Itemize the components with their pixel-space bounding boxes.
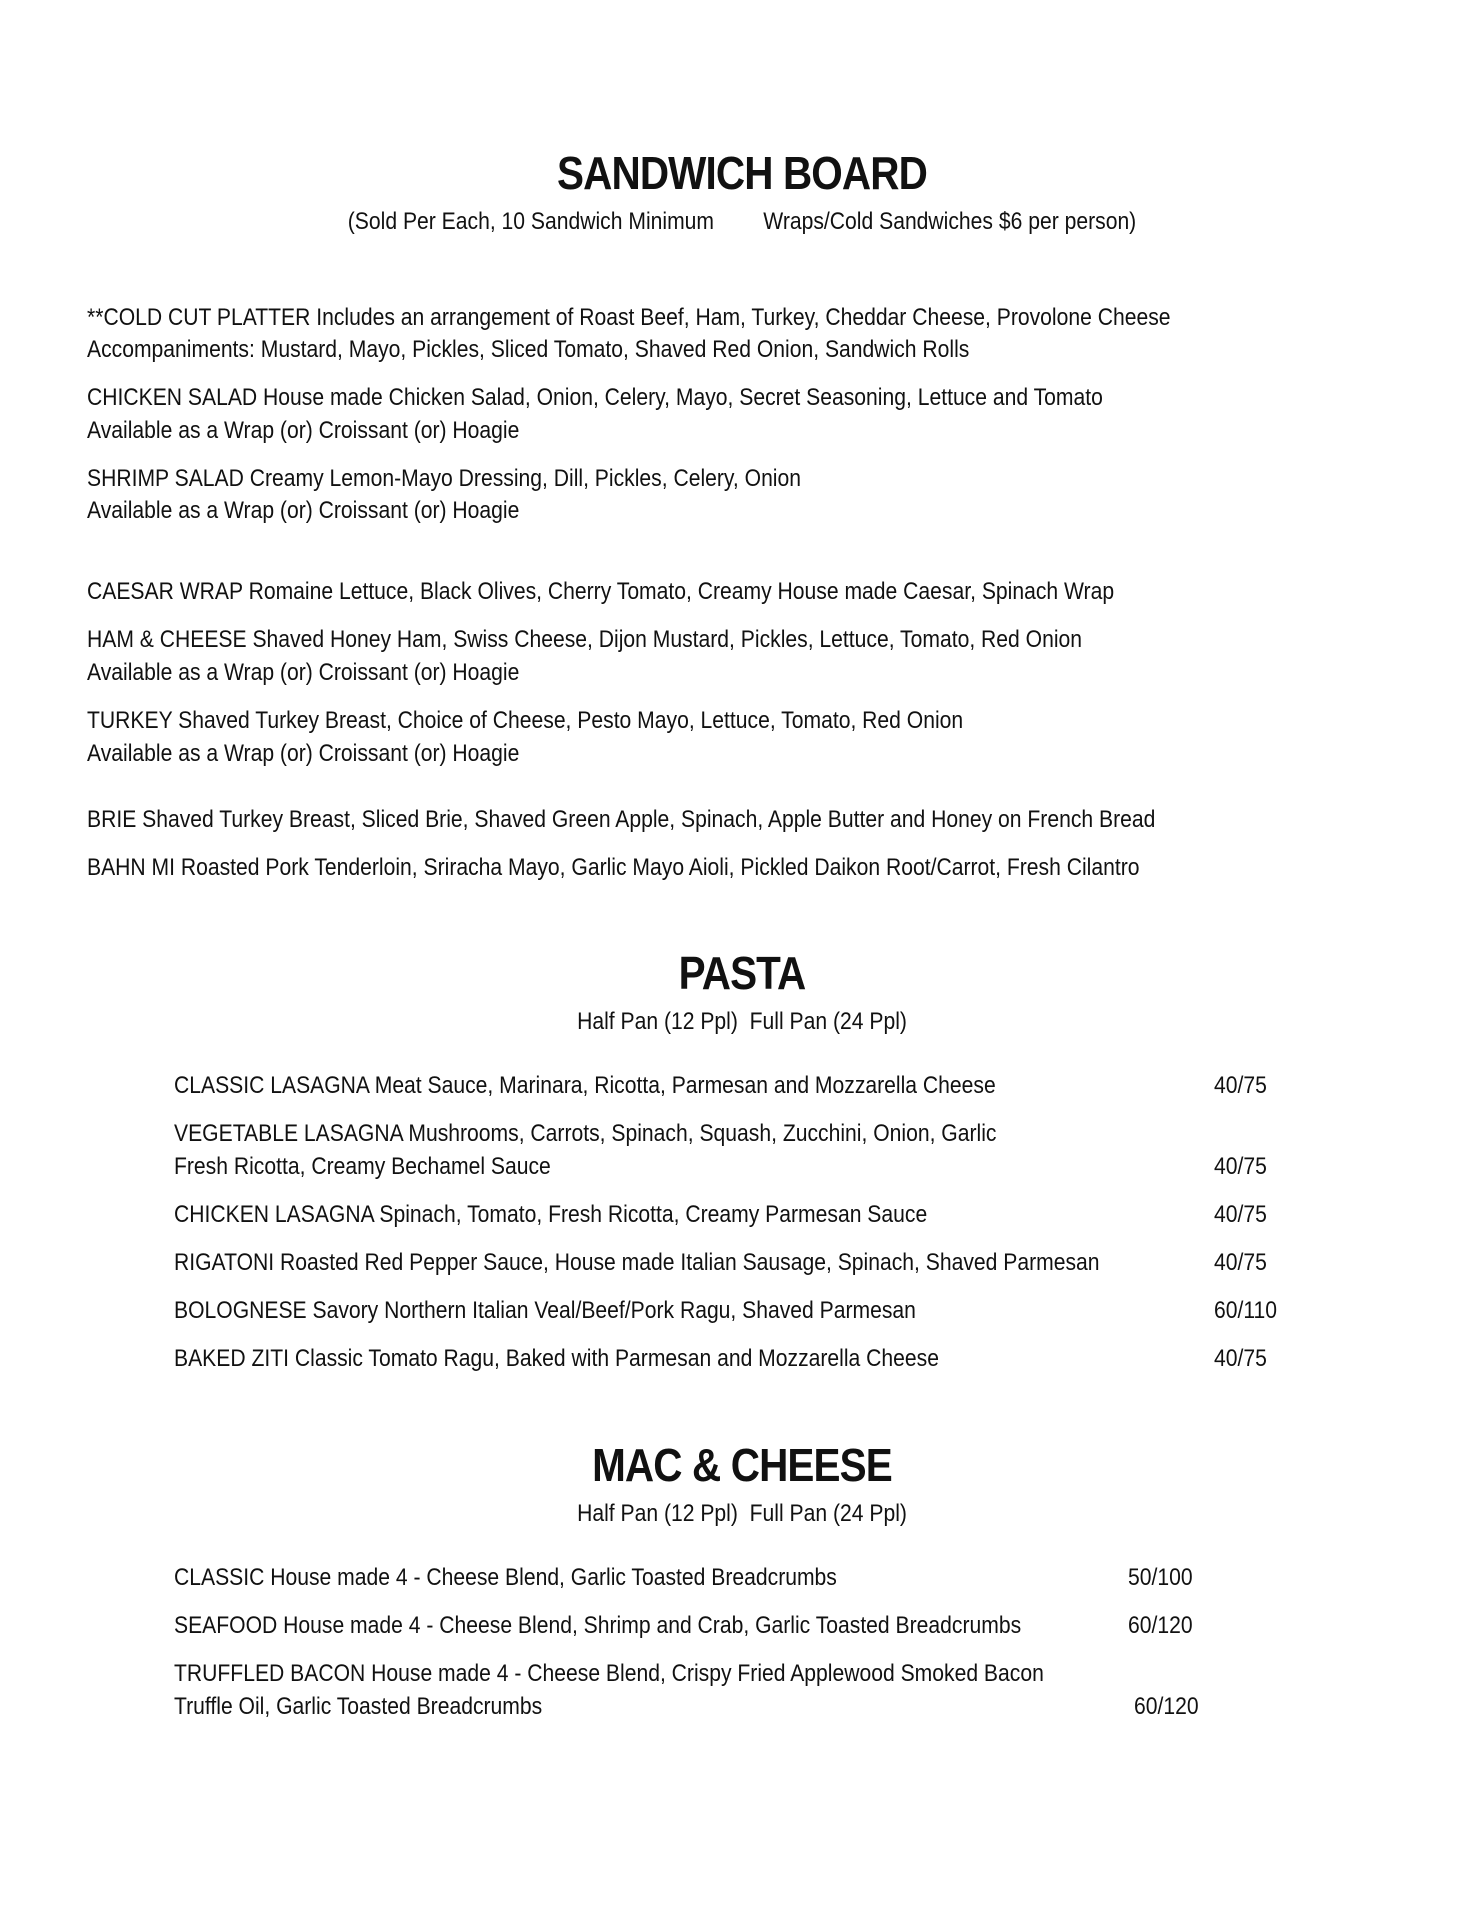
item-line: BRIE Shaved Turkey Breast, Sliced Brie, Shaved Green Apple, Spinach, Apple Butter and Honey on French Bread	[87, 806, 1156, 833]
item-price: 50/100	[1128, 1564, 1193, 1591]
item-line: BAHN MI Roasted Pork Tenderloin, Sriracha Mayo, Garlic Mayo Aioli, Pickled Daikon Root/Carrot, Fresh Cilantro	[87, 854, 1140, 881]
item-line: VEGETABLE LASAGNA Mushrooms, Carrots, Spinach, Squash, Zucchini, Onion, Garlic	[174, 1120, 997, 1147]
pasta-title: PASTA	[678, 947, 806, 999]
item-price: 40/75	[1214, 1072, 1267, 1099]
item-line: BAKED ZITI Classic Tomato Ragu, Baked with Parmesan and Mozzarella Cheese	[174, 1345, 939, 1372]
item-line: BOLOGNESE Savory Northern Italian Veal/Beef/Pork Ragu, Shaved Parmesan	[174, 1297, 916, 1324]
item-line: CHICKEN LASAGNA Spinach, Tomato, Fresh Ricotta, Creamy Parmesan Sauce	[174, 1201, 928, 1228]
item-price: 40/75	[1214, 1345, 1267, 1372]
item-line: Available as a Wrap (or) Croissant (or) Hoagie	[87, 497, 520, 524]
item-line: **COLD CUT PLATTER Includes an arrangement of Roast Beef, Ham, Turkey, Cheddar Cheese, Provolone Cheese	[87, 304, 1171, 331]
item-line: CAESAR WRAP Romaine Lettuce, Black Olives, Cherry Tomato, Creamy House made Caesar, Spinach Wrap	[87, 578, 1115, 605]
item-line: HAM & CHEESE Shaved Honey Ham, Swiss Cheese, Dijon Mustard, Pickles, Lettuce, Tomato, Red Onion	[87, 626, 1083, 653]
item-line: RIGATONI Roasted Red Pepper Sauce, House made Italian Sausage, Spinach, Shaved Parmesan	[174, 1249, 1100, 1276]
item-line: Fresh Ricotta, Creamy Bechamel Sauce	[174, 1153, 551, 1180]
sandwich-board-subtitle	[89, 208, 1395, 236]
sandwich-board-title: SANDWICH BOARD	[557, 147, 927, 199]
item-price: 60/110	[1214, 1297, 1278, 1324]
item-line: SHRIMP SALAD Creamy Lemon-Mayo Dressing, Dill, Pickles, Celery, Onion	[87, 465, 801, 492]
sandwich-subtitle-right: Wraps/Cold Sandwiches $6 per person)	[763, 208, 1137, 235]
item-line: CLASSIC House made 4 - Cheese Blend, Garlic Toasted Breadcrumbs	[174, 1564, 837, 1591]
item-line: CHICKEN SALAD House made Chicken Salad, Onion, Celery, Mayo, Secret Seasoning, Lettuce and Tomato	[87, 384, 1103, 411]
item-line: TRUFFLED BACON House made 4 - Cheese Blend, Crispy Fried Applewood Smoked Bacon	[174, 1660, 1044, 1687]
item-price: 40/75	[1214, 1201, 1267, 1228]
mac-cheese-title: MAC & CHEESE	[592, 1439, 892, 1491]
item-line: TURKEY Shaved Turkey Breast, Choice of Cheese, Pesto Mayo, Lettuce, Tomato, Red Onion	[87, 707, 964, 734]
item-line: Available as a Wrap (or) Croissant (or) Hoagie	[87, 659, 520, 686]
item-price: 40/75	[1214, 1153, 1267, 1180]
item-line: SEAFOOD House made 4 - Cheese Blend, Shrimp and Crab, Garlic Toasted Breadcrumbs	[174, 1612, 1022, 1639]
item-line: CLASSIC LASAGNA Meat Sauce, Marinara, Ricotta, Parmesan and Mozzarella Cheese	[174, 1072, 996, 1099]
sandwich-subtitle-left: (Sold Per Each, 10 Sandwich Minimum	[347, 208, 715, 235]
item-line: Available as a Wrap (or) Croissant (or) Hoagie	[87, 740, 520, 767]
item-price: 40/75	[1214, 1249, 1267, 1276]
item-line: Accompaniments: Mustard, Mayo, Pickles, Sliced Tomato, Shaved Red Onion, Sandwich Rolls	[87, 336, 970, 363]
item-line: Available as a Wrap (or) Croissant (or) Hoagie	[87, 417, 520, 444]
pasta-subtitle: Half Pan (12 Ppl) Full Pan (24 Ppl)	[577, 1008, 907, 1035]
item-line: Truffle Oil, Garlic Toasted Breadcrumbs	[174, 1693, 543, 1720]
item-price: 60/120	[1134, 1693, 1199, 1720]
item-price: 60/120	[1128, 1612, 1193, 1639]
mac-cheese-subtitle: Half Pan (12 Ppl) Full Pan (24 Ppl)	[577, 1500, 907, 1527]
